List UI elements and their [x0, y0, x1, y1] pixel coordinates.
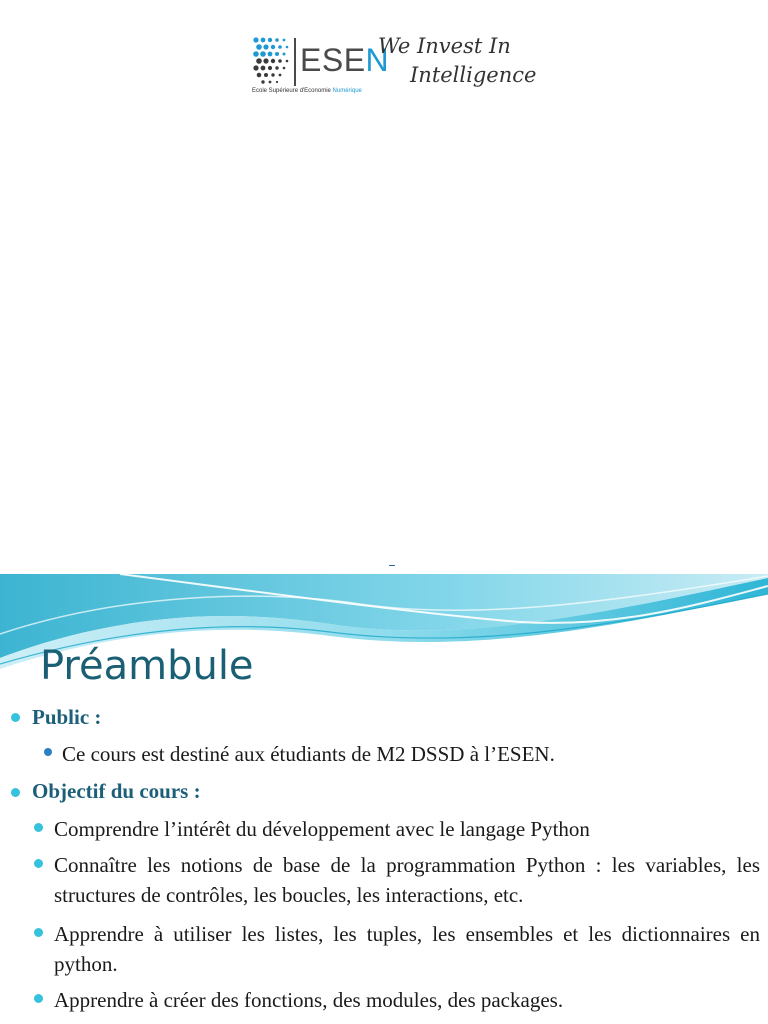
logo-wordmark-accent: N — [365, 42, 390, 78]
list-item: Connaître les notions de base de la programmation Python : les variables, les structures de contrôles, les boucles, les interactions, etc. — [54, 853, 760, 907]
esen-logo-dots-icon — [250, 36, 292, 86]
slogan — [378, 32, 536, 91]
list-item: Apprendre à créer des fonctions, des modules, des packages. — [54, 988, 564, 1012]
slogan-line-1: We Invest In — [378, 34, 511, 58]
slogan-line-2: Intelligence — [410, 63, 537, 88]
item-bullet — [44, 748, 52, 756]
section-bullet — [11, 788, 20, 797]
logo-subtitle — [252, 88, 362, 94]
logo-wordmark-main: ESE — [300, 42, 366, 78]
logo-subtitle-main: Ecole Supérieure d'Economie — [252, 88, 333, 94]
link-mark — [389, 565, 395, 566]
list-item: Ce cours est destiné aux étudiants de M2 DSSD à l’ESEN. — [62, 742, 555, 766]
logo-separator — [294, 38, 296, 86]
section-heading-objectif: Objectif du cours : — [32, 779, 201, 803]
item-bullet — [34, 928, 43, 937]
logo-subtitle-accent: Numérique — [332, 88, 362, 94]
slide-title: Préambule — [40, 643, 254, 689]
item-bullet — [34, 994, 43, 1003]
esen-logo — [250, 34, 537, 104]
list-item: Comprendre l’intérêt du développement avec le langage Python — [54, 817, 590, 841]
section-bullet — [11, 713, 20, 722]
section-heading-public: Public : — [32, 705, 102, 729]
list-item: Apprendre à utiliser les listes, les tuples, les ensembles et les dictionnaires en python. — [54, 922, 760, 976]
item-bullet — [34, 859, 43, 868]
item-bullet — [34, 823, 43, 832]
logo-wordmark — [300, 44, 389, 76]
